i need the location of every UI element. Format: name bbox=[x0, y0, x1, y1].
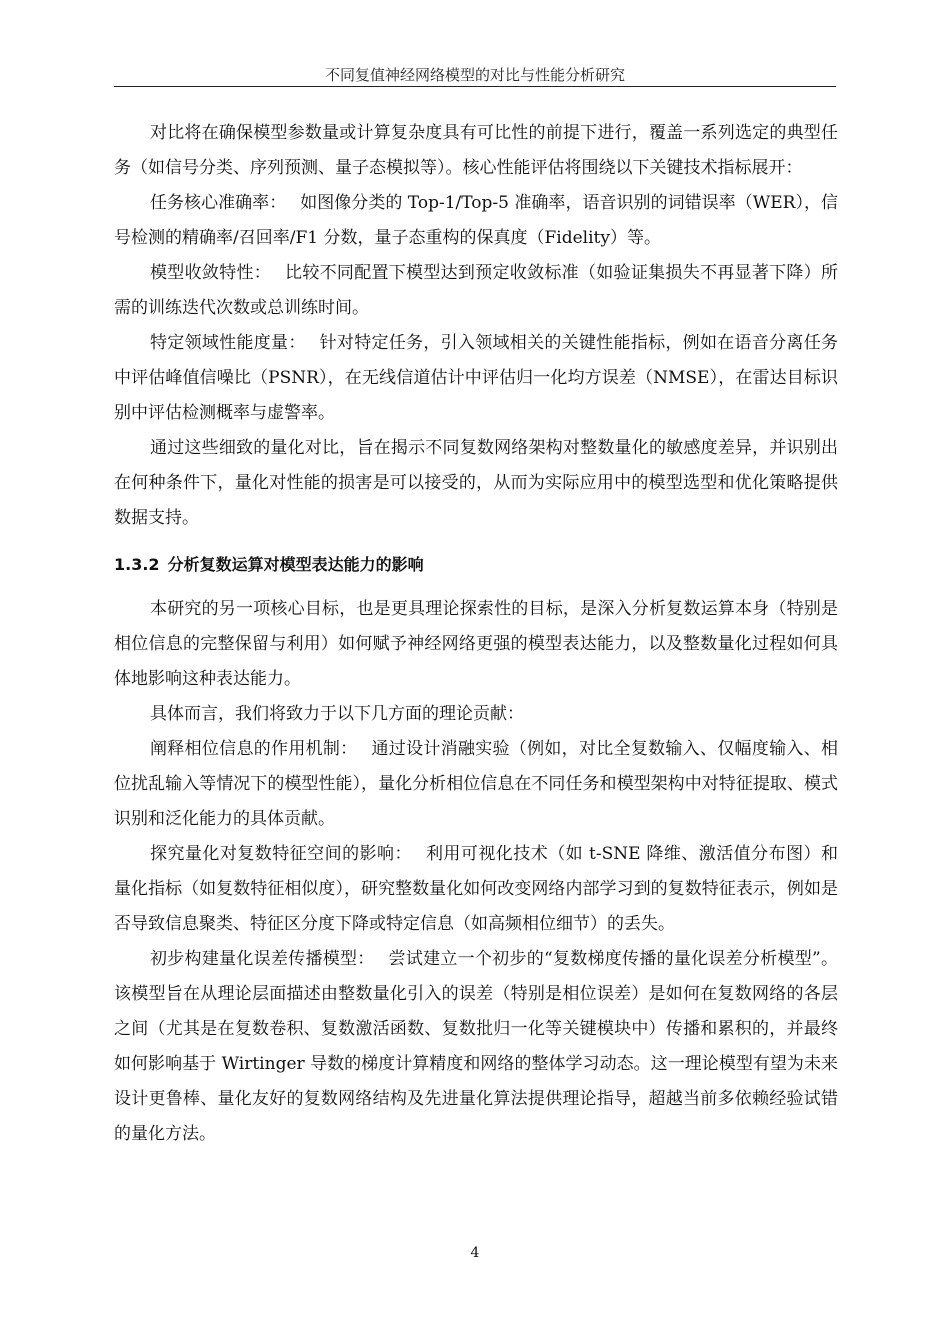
contribution-text: 利用可视化技术（如 t-SNE 降维、激活值分布图）和量化指标（如复数特征相似度），研究整数量化如何改变网络内部学习到的复数特征表示，例如是否导致信息聚类、特征区分度下降或特定信息（如高频相位细节）的丢失。 bbox=[114, 844, 838, 934]
contribution-paragraph bbox=[114, 837, 838, 942]
section-132-paragraph-2: 具体而言，我们将致力于以下几方面的理论贡献： bbox=[150, 704, 524, 724]
section-heading-1-3-2 bbox=[114, 552, 838, 578]
contribution-text: 通过设计消融实验（例如，对比全复数输入、仅幅度输入、相位扰乱输入等情况下的模型性能），量化分析相位信息在不同任务和模型架构中对特征提取、模式识别和泛化能力的具体贡献。 bbox=[114, 739, 839, 829]
section-a-intro: 对比将在确保模型参数量或计算复杂度具有可比性的前提下进行，覆盖一系列选定的典型任务（如信号分类、序列预测、量子态模拟等）。核心性能评估将围绕以下关键技术指标展开： bbox=[114, 123, 838, 178]
contribution-text: 尝试建立一个初步的“复数梯度传播的量化误差分析模型”。该模型旨在从理论层面描述由整数量化引入的误差（特别是相位误差）是如何在复数网络的各层之间（尤其是在复数卷积、复数激活函数、复数批归一化等关键模块中）传播和累积的，并最终如何影响基于 Wirtinger 导数的梯度计算精度和网络的整体学习动态。这一理论模型有望为未来设计更鲁棒、量化友好的复数网络结构及先进量化算法提供理论指导，超越当前多依赖经验试错的量化方法。 bbox=[114, 949, 839, 1144]
metric-text: 针对特定任务，引入领域相关的关键性能指标，例如在语音分离任务中评估峰值信噪比（PSNR），在无线信道估计中评估归一化均方误差（NMSE），在雷达目标识别中评估检测概率与虚警率。 bbox=[114, 333, 839, 423]
section-title: 分析复数运算对模型表达能力的影响 bbox=[167, 555, 424, 574]
header-rule bbox=[114, 86, 836, 87]
metric-paragraph bbox=[114, 256, 838, 326]
contribution-paragraph bbox=[114, 942, 838, 1152]
section-132-paragraph-1: 本研究的另一项核心目标，也是更具理论探索性的目标，是深入分析复数运算本身（特别是相位信息的完整保留与利用）如何赋予神经网络更强的模型表达能力，以及整数量化过程如何具体地影响这种表达能力。 bbox=[114, 599, 838, 689]
contribution-term: 阐释相位信息的作用机制： bbox=[150, 739, 358, 759]
metric-term: 模型收敛特性： bbox=[150, 263, 272, 283]
contribution-term: 初步构建量化误差传播模型： bbox=[150, 949, 375, 969]
section-number: 1.3.2 bbox=[114, 555, 160, 574]
section-a-conclusion: 通过这些细致的量化对比，旨在揭示不同复数网络架构对整数量化的敏感度差异，并识别出在何种条件下，量化对性能的损害是可以接受的，从而为实际应用中的模型选型和优化策略提供数据支持。 bbox=[114, 438, 838, 528]
running-header: 不同复值神经网络模型的对比与性能分析研究 bbox=[324, 66, 625, 84]
metric-paragraph bbox=[114, 186, 838, 256]
metric-text: 比较不同配置下模型达到预定收敛标准（如验证集损失不再显著下降）所需的训练迭代次数或总训练时间。 bbox=[114, 263, 839, 318]
metric-text: 如图像分类的 Top-1/Top-5 准确率，语音识别的词错误率（WER），信号检测的精确率/召回率/F1 分数，量子态重构的保真度（Fidelity）等。 bbox=[114, 193, 839, 248]
page-number: 4 bbox=[470, 1245, 480, 1261]
metric-paragraph bbox=[114, 326, 838, 431]
contribution-term: 探究量化对复数特征空间的影响： bbox=[150, 844, 412, 864]
contribution-paragraph bbox=[114, 732, 838, 837]
metric-term: 特定领域性能度量： bbox=[150, 333, 306, 353]
page-body bbox=[114, 116, 838, 1152]
metric-term: 任务核心准确率： bbox=[150, 193, 287, 213]
